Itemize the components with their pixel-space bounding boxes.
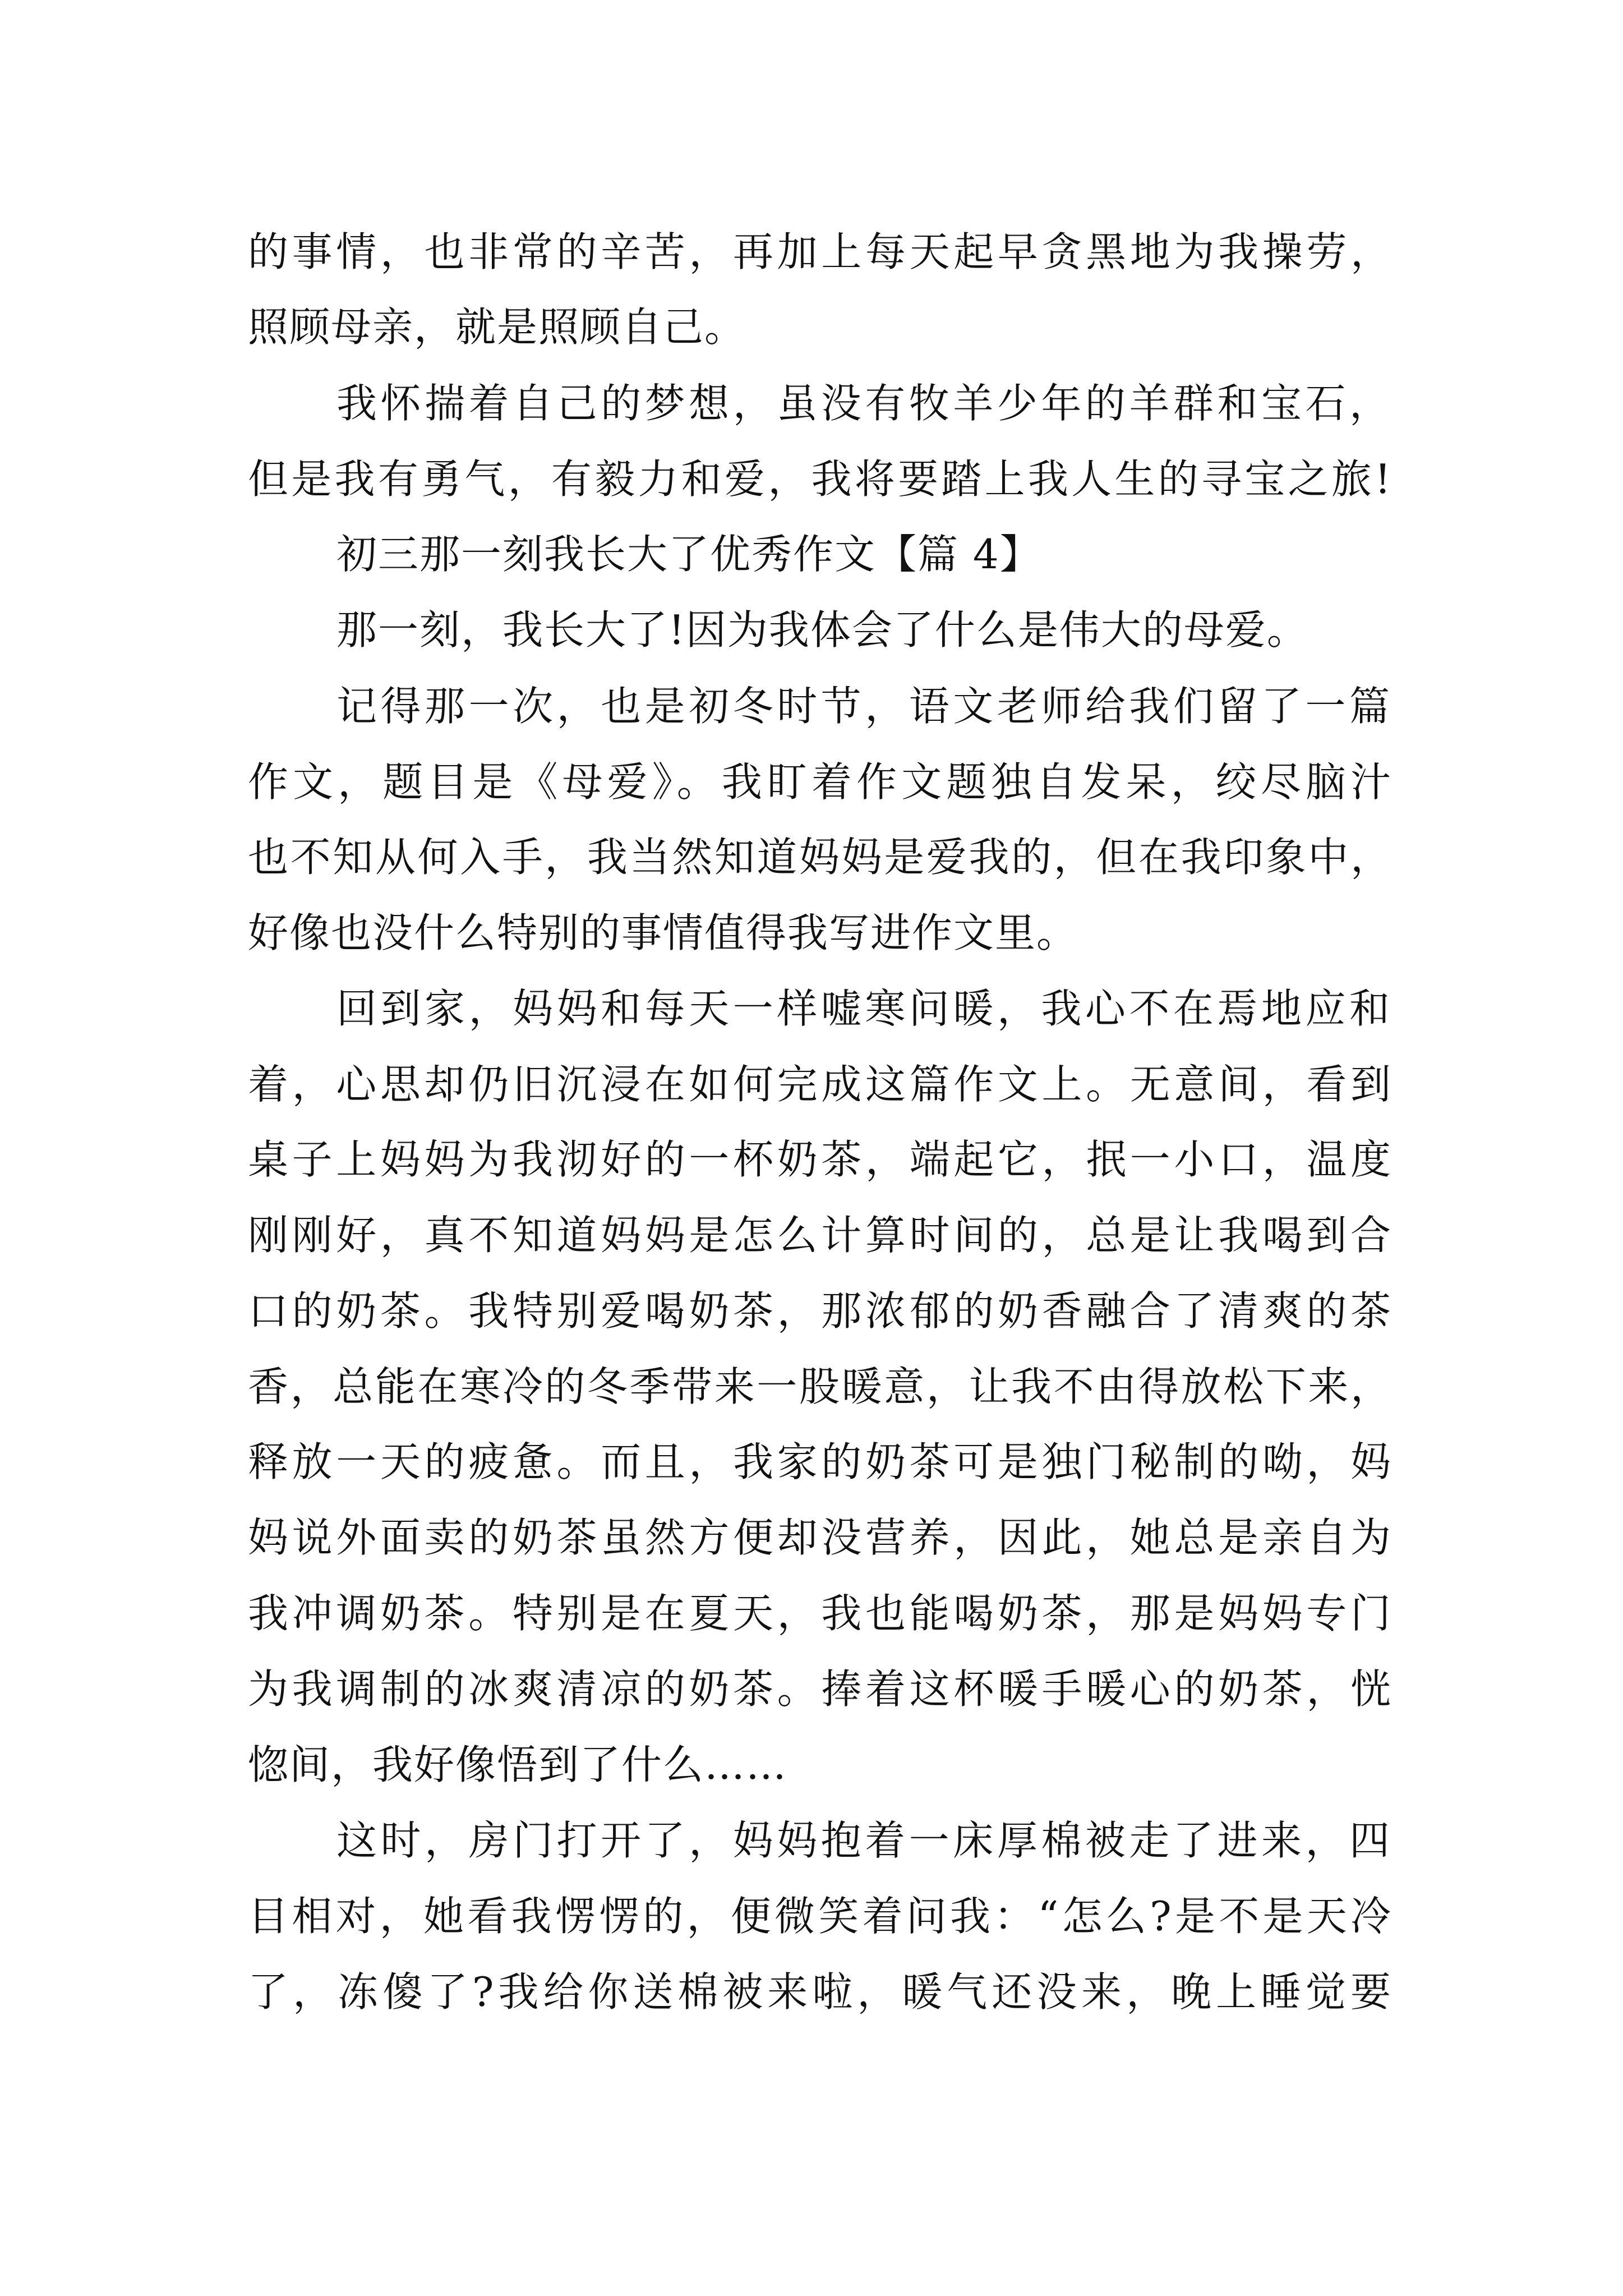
text-line: 但是我有勇气，有毅力和爱，我将要踏上我人生的寻宝之旅! xyxy=(248,455,1392,503)
text-line: 了，冻傻了?我给你送棉被来啦，暖气还没来，晚上睡觉要 xyxy=(248,1968,1392,2016)
text-line: 释放一天的疲惫。而且，我家的奶茶可是独门秘制的呦，妈 xyxy=(248,1438,1392,1485)
section-heading: 初三那一刻我长大了优秀作文【篇 4】 xyxy=(336,531,1041,578)
text-line: 记得那一次，也是初冬时节，语文老师给我们留了一篇 xyxy=(336,683,1391,730)
text-line: 桌子上妈妈为我沏好的一杯奶茶，端起它，抿一小口，温度 xyxy=(248,1136,1392,1183)
text-line: 那一刻，我长大了!因为我体会了什么是伟大的母爱。 xyxy=(336,606,1308,654)
text-line: 惚间，我好像悟到了什么…… xyxy=(248,1741,788,1788)
text-line: 也不知从何入手，我当然知道妈妈是爱我的，但在我印象中， xyxy=(248,834,1392,881)
text-line: 回到家，妈妈和每天一样嘘寒问暖，我心不在焉地应和 xyxy=(336,985,1391,1032)
text-line: 的事情，也非常的辛苦，再加上每天起早贪黑地为我操劳， xyxy=(248,228,1392,275)
text-line: 我冲调奶茶。特别是在夏天，我也能喝奶茶，那是妈妈专门 xyxy=(248,1590,1392,1637)
text-line: 照顾母亲，就是照顾自己。 xyxy=(248,303,746,351)
text-line: 着，心思却仍旧沉浸在如何完成这篇作文上。无意间，看到 xyxy=(248,1061,1392,1108)
text-line: 口的奶茶。我特别爱喝奶茶，那浓郁的奶香融合了清爽的茶 xyxy=(248,1287,1392,1335)
text-line: 妈说外面卖的奶茶虽然方便却没营养，因此，她总是亲自为 xyxy=(248,1514,1392,1561)
text-line: 目相对，她看我愣愣的，便微笑着问我：“怎么?是不是天冷 xyxy=(248,1893,1392,1940)
text-line: 为我调制的冰爽清凉的奶茶。捧着这杯暖手暖心的奶茶，恍 xyxy=(248,1665,1392,1713)
text-line: 作文，题目是《母爱》。我盯着作文题独自发呆，绞尽脑汁 xyxy=(248,758,1392,806)
text-line: 刚刚好，真不知道妈妈是怎么计算时间的，总是让我喝到合 xyxy=(248,1212,1392,1259)
text-line: 香，总能在寒冷的冬季带来一股暖意，让我不由得放松下来， xyxy=(248,1363,1392,1410)
text-line: 我怀揣着自己的梦想，虽没有牧羊少年的羊群和宝石， xyxy=(336,380,1391,427)
text-line: 这时，房门打开了，妈妈抱着一床厚棉被走了进来，四 xyxy=(336,1817,1391,1864)
text-line: 好像也没什么特别的事情值得我写进作文里。 xyxy=(248,909,1078,956)
